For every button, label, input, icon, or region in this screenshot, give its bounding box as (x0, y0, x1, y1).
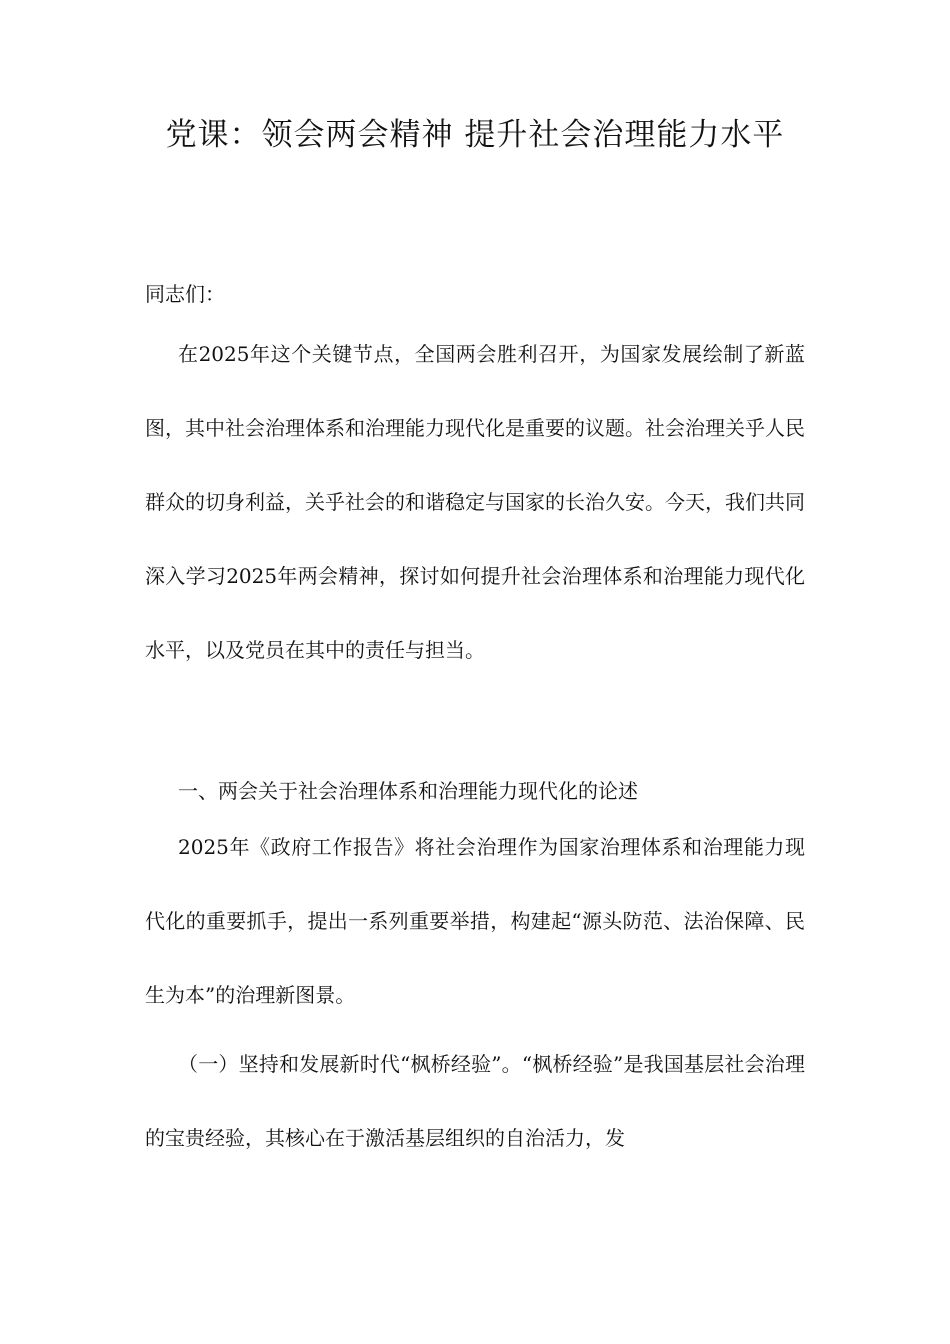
paragraph-report: 2025年《政府工作报告》将社会治理作为国家治理体系和治理能力现代化的重要抓手，提出一系列重要举措，构建起“源头防范、法治保障、民生为本”的治理新图景。 (145, 835, 805, 1007)
paragraph-intro: 在2025年这个关键节点，全国两会胜利召开，为国家发展绘制了新蓝图，其中社会治理体系和治理能力现代化是重要的议题。社会治理关乎人民群众的切身利益，关乎社会的和谐稳定与国家的长治久安。今天，我们共同深入学习2025年两会精神，探讨如何提升社会治理体系和治理能力现代化水平，以及党员在其中的责任与担当。 (145, 342, 805, 662)
document-title: 党课：领会两会精神 提升社会治理能力水平 (165, 117, 785, 153)
paragraph-fengqiao: （一）坚持和发展新时代“枫桥经验”。“枫桥经验”是我国基层社会治理的宝贵经验，其核心在于激活基层组织的自治活力，发 (145, 1052, 805, 1150)
section-heading: 一、两会关于社会治理体系和治理能力现代化的论述 (178, 779, 638, 803)
greeting: 同志们： (145, 282, 225, 306)
